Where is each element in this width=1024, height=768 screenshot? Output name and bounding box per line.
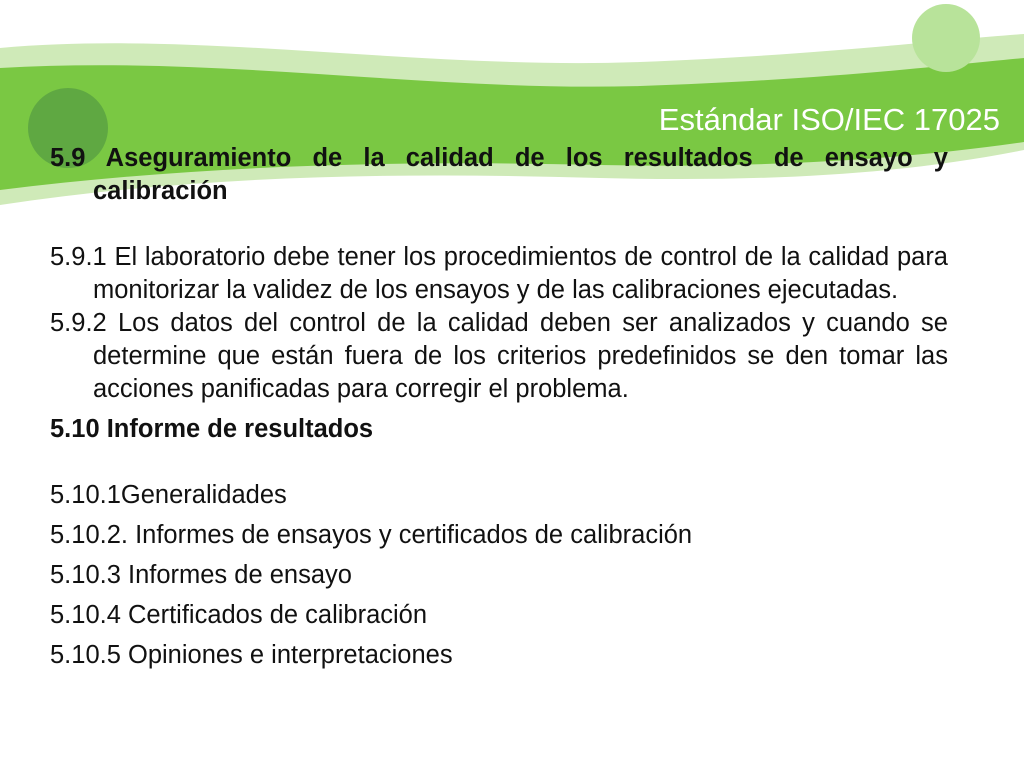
paragraph-5-9-2: 5.9.2 Los datos del control de la calidad deben ser analizados y cuando se determine que están fuera de los criterios predefinidos se den tomar las acciones panificadas para corregir el problema. <box>50 309 948 403</box>
section-heading-5-9: 5.9 Aseguramiento de la calidad de los resultados de ensayo y calibración <box>50 144 948 205</box>
list-item-5-10-5: 5.10.5 Opiniones e interpretaciones <box>50 641 453 669</box>
list-item-5-10-4: 5.10.4 Certificados de calibración <box>50 601 428 629</box>
list-item-5-10-2: 5.10.2. Informes de ensayos y certificados de calibración <box>50 521 693 549</box>
list-item-5-10-3: 5.10.3 Informes de ensayo <box>50 561 352 589</box>
paragraph-5-9-1: 5.9.1 El laboratorio debe tener los procedimientos de control de la calidad para monitorizar la validez de los ensayos y de las calibraciones ejecutadas. <box>50 243 948 304</box>
section-heading-5-10: 5.10 Informe de resultados <box>50 415 374 443</box>
decorative-circle-light <box>912 4 980 72</box>
slide-title: Estándar ISO/IEC 17025 <box>658 102 1000 137</box>
list-item-5-10-1: 5.10.1Generalidades <box>50 481 287 509</box>
slide-content <box>50 142 948 679</box>
